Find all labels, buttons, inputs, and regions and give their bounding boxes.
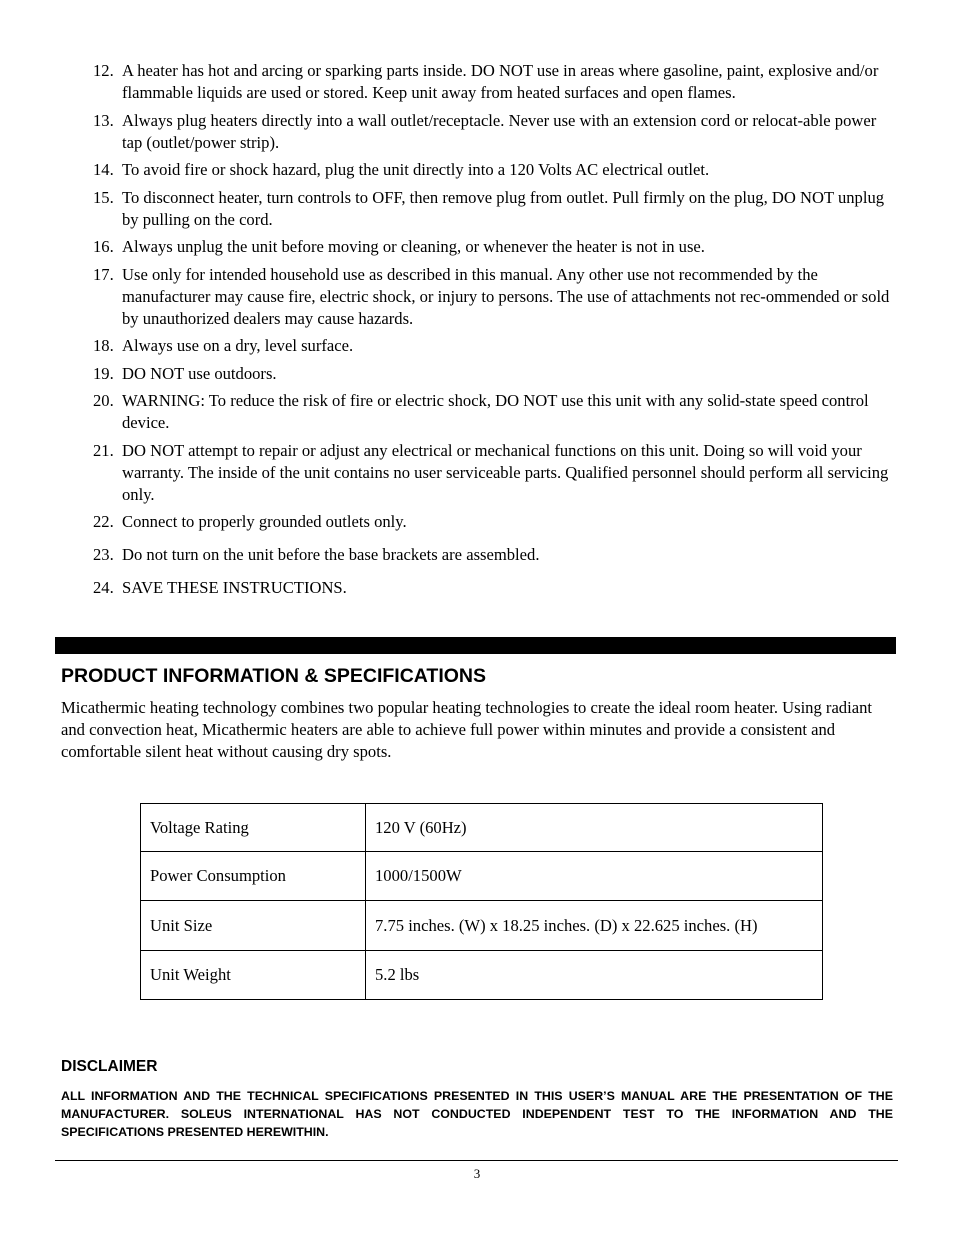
spec-label: Unit Size <box>141 901 366 951</box>
item-text: Always use on a dry, level surface. <box>122 336 354 355</box>
item-number: 20. <box>93 391 114 410</box>
footer-rule <box>55 1160 898 1161</box>
item-number: 23. <box>93 545 114 564</box>
section-divider-bar <box>55 637 896 654</box>
list-item <box>93 511 893 533</box>
list-item <box>93 335 893 357</box>
item-number: 17. <box>93 264 114 284</box>
safety-instructions-list <box>93 60 893 605</box>
item-text: Do not turn on the unit before the base brackets are assembled. <box>122 545 540 564</box>
spec-value: 120 V (60Hz) <box>366 804 823 852</box>
item-number: 24. <box>93 578 114 597</box>
item-text: To avoid fire or shock hazard, plug the unit directly into a 120 Volts AC electrical outlet. <box>122 160 710 179</box>
list-item <box>93 544 893 566</box>
spec-value: 7.75 inches. (W) x 18.25 inches. (D) x 22.625 inches. (H) <box>366 901 823 951</box>
table-row <box>141 951 823 1000</box>
item-text: Connect to properly grounded outlets only. <box>122 512 407 531</box>
item-text: Always unplug the unit before moving or cleaning, or whenever the heater is not in use. <box>122 237 705 256</box>
spec-value: 5.2 lbs <box>366 951 823 1000</box>
item-text: To disconnect heater, turn controls to OFF, then remove plug from outlet. Pull firmly on the plug, DO NOT unplug by pulling on the cord. <box>122 187 885 229</box>
item-text: Always plug heaters directly into a wall outlet/receptacle. Never use with an extension cord or relocat-able power tap (outlet/power strip). <box>122 110 877 152</box>
disclaimer-body: ALL INFORMATION AND THE TECHNICAL SPECIFICATIONS PRESENTED IN THIS USER’S MANUAL ARE THE PRESENTATION OF THE MANUFACTURER. SOLEUS INTERNATIONAL HAS NOT CONDUCTED INDEPENDENT TEST TO THE INFORMATION AND THE SPECIFICATIONS PRESENTED HEREWITHIN. <box>61 1089 893 1139</box>
item-number: 13. <box>93 110 114 130</box>
product-intro-paragraph: Micathermic heating technology combines two popular heating technologies to create the ideal room heater. Using radiant and convection heat, Micathermic heaters are able to achieve full power within minutes and provide a consistent and comfortable silent heat without causing dry spots. <box>61 698 872 761</box>
item-number: 16. <box>93 237 114 256</box>
list-item <box>93 440 893 506</box>
item-number: 19. <box>93 363 114 383</box>
list-item <box>93 110 893 154</box>
table-row <box>141 901 823 951</box>
disclaimer-title: DISCLAIMER <box>61 1058 158 1075</box>
table-row <box>141 852 823 901</box>
list-item <box>93 159 893 181</box>
page-number: 3 <box>473 1166 481 1181</box>
list-item <box>93 264 893 330</box>
item-text: DO NOT use outdoors. <box>122 363 277 383</box>
list-item <box>93 236 893 258</box>
list-item <box>93 577 893 599</box>
spec-value: 1000/1500W <box>366 852 823 901</box>
list-item <box>93 390 893 434</box>
list-item <box>93 363 893 385</box>
item-number: 14. <box>93 160 114 179</box>
spec-label: Power Consumption <box>141 852 366 901</box>
item-number: 12. <box>93 61 114 80</box>
item-number: 21. <box>93 440 114 460</box>
spec-label: Unit Weight <box>141 951 366 1000</box>
list-item <box>93 187 893 231</box>
item-number: 18. <box>93 336 114 355</box>
item-text: DO NOT attempt to repair or adjust any electrical or mechanical functions on this unit. Doing so will void your warranty. The inside of the unit contains no user serviceable parts. Qualified personnel should perform all servicing only. <box>122 440 889 504</box>
specifications-table <box>140 803 823 1000</box>
spec-label: Voltage Rating <box>141 804 366 852</box>
item-number: 15. <box>93 187 114 207</box>
item-text: WARNING: To reduce the risk of fire or electric shock, DO NOT use this unit with any solid-state speed control device. <box>122 391 869 432</box>
table-row <box>141 804 823 852</box>
item-number: 22. <box>93 512 114 531</box>
list-item <box>93 60 893 104</box>
item-text: Use only for intended household use as described in this manual. Any other use not recommended by the manufacturer may cause fire, electric shock, or injury to persons. The use of attachments not rec-ommended or sold by unauthorized dealers may cause hazards. <box>122 264 890 328</box>
item-text: A heater has hot and arcing or sparking parts inside. DO NOT use in areas where gasoline, paint, explosive and/or flammable liquids are used or stored. Keep unit away from heated surfaces and open flames. <box>122 61 879 102</box>
item-text: SAVE THESE INSTRUCTIONS. <box>122 578 347 597</box>
section-heading: PRODUCT INFORMATION & SPECIFICATIONS <box>61 665 487 687</box>
